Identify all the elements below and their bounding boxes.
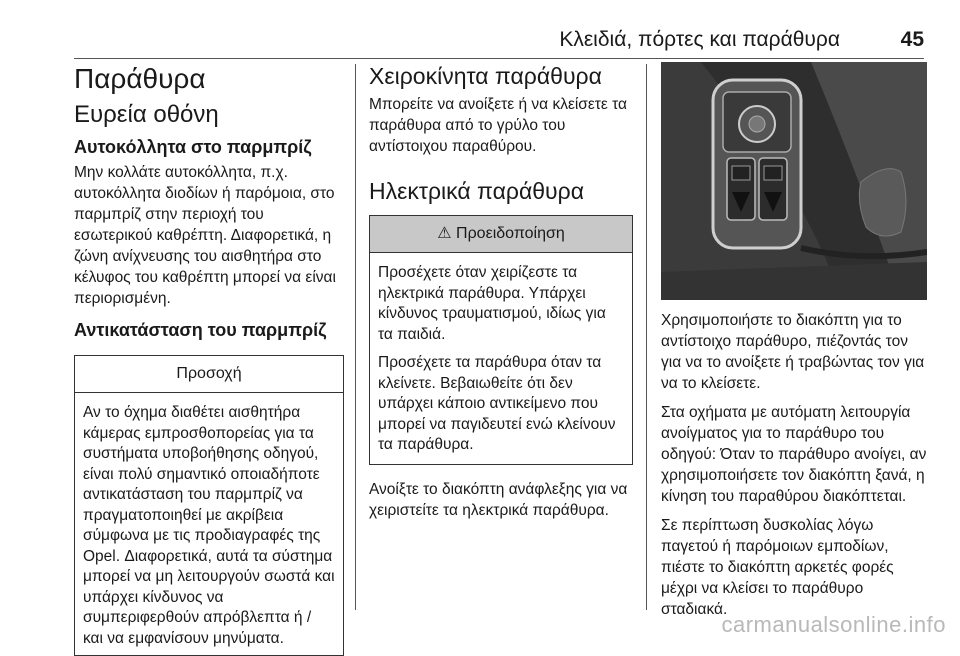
column-divider-1	[355, 64, 356, 610]
column-left	[74, 62, 344, 656]
manual-windows-heading: Χειροκίνητα παράθυρα	[369, 63, 602, 89]
page-number: 45	[900, 28, 924, 51]
warning-header	[370, 216, 632, 253]
ignition-text: Ανοίξτε το διακόπτη ανάφλεξης για να χειριστείτε τα ηλεκτρικά παράθυρα.	[369, 480, 628, 519]
frost-text: Σε περίπτωση δυσκολίας λόγω παγετού ή παρόμοιων εμποδίων, πιέστε το διακόπτη αρκετές φορές μέχρι να κλείσει το παράθυρο σταδιακά.	[661, 517, 894, 618]
manual-windows-text: Μπορείτε να ανοίξετε ή να κλείσετε τα παράθυρα από το γρύλο του αντίστοιχου παραθύρου.	[369, 96, 627, 155]
windscreen-replacement-heading: Αντικατάσταση του παρμπρίζ	[74, 320, 327, 340]
power-windows-heading: Ηλεκτρικά παράθυρα	[369, 178, 585, 204]
warning-text-1: Προσέχετε όταν χειρίζεστε τα ηλεκτρικά παράθυρα. Υπάρχει κίνδυνος τραυματισμού, ιδίως για τα παιδιά.	[378, 264, 606, 343]
watermark-text: carmanualsonline.info	[721, 612, 946, 637]
windscreen-stickers-heading: Αυτοκόλλητα στο παρμπρίζ	[74, 137, 312, 157]
subsection-title: Ευρεία οθόνη	[74, 101, 219, 128]
auto-function-text: Στα οχήματα με αυτόματη λειτουργία ανοίγματος για το παράθυρο του οδηγού: Όταν το παράθυρο ανοίγει, αν χρησιμοποιήσετε τον διακόπτη ξανά, η κίνηση του παραθύρου διακόπτεται.	[661, 404, 927, 505]
door-panel-illustration	[661, 62, 927, 300]
caution-title: Προσοχή	[75, 356, 343, 393]
column-middle	[369, 62, 633, 529]
section-title: Παράθυρα	[74, 63, 206, 94]
warning-text-2: Προσέχετε τα παράθυρα όταν τα κλείνετε. Βεβαιωθείτε ότι δεν υπάρχει κάποιο αντικείμενο που μπορεί να παγιδευτεί ενώ κλείνουν τα παράθυρα.	[378, 354, 616, 453]
windscreen-stickers-text: Μην κολλάτε αυτοκόλλητα, π.χ. αυτοκόλλητα διοδίων ή παρόμοια, στο παρμπρίζ στην περιοχή του εσωτερικού καθρέπτη. Διαφορετικά, η ζώνη ανίχνευσης του αισθητήρα στο κέλυφος του καθρέπτη μπορεί να είναι περιορισμένη.	[74, 164, 336, 307]
warning-icon: ⚠	[437, 225, 452, 242]
caution-box	[74, 355, 344, 656]
warning-box	[369, 215, 633, 465]
caution-text: Αν το όχημα διαθέτει αισθητήρα κάμερας εμπροσθοπορείας για τα συστήματα υποβοήθησης οδηγού, είναι πολύ σημαντικό οποιαδήποτε αντικατάσταση του παρμπρίζ να πραγματοποιηθεί με ακρίβεια σύμφωνα με τις προδιαγραφές της Opel. Διαφορετικά, αυτά τα σύστημα μπορεί να μη λειτουργούν σωστά και υπάρχει κίνδυνος να συμπεριφερθούν απρόβλεπτα ή / και να εμφανίσουν μηνύματα.	[83, 404, 335, 647]
switch-usage-text: Χρησιμοποιήστε το διακόπτη για το αντίστοιχο παράθυρο, πιέζοντάς τον για να το ανοίξετε ή τραβώντας τον για να το κλείσετε.	[661, 312, 925, 392]
column-divider-2	[646, 64, 647, 610]
column-right	[661, 62, 927, 628]
window-switch-photo	[661, 62, 927, 300]
header-rule	[74, 58, 924, 59]
warning-title: Προειδοποίηση	[456, 225, 565, 242]
header-title: Κλειδιά, πόρτες και παράθυρα	[559, 28, 840, 51]
